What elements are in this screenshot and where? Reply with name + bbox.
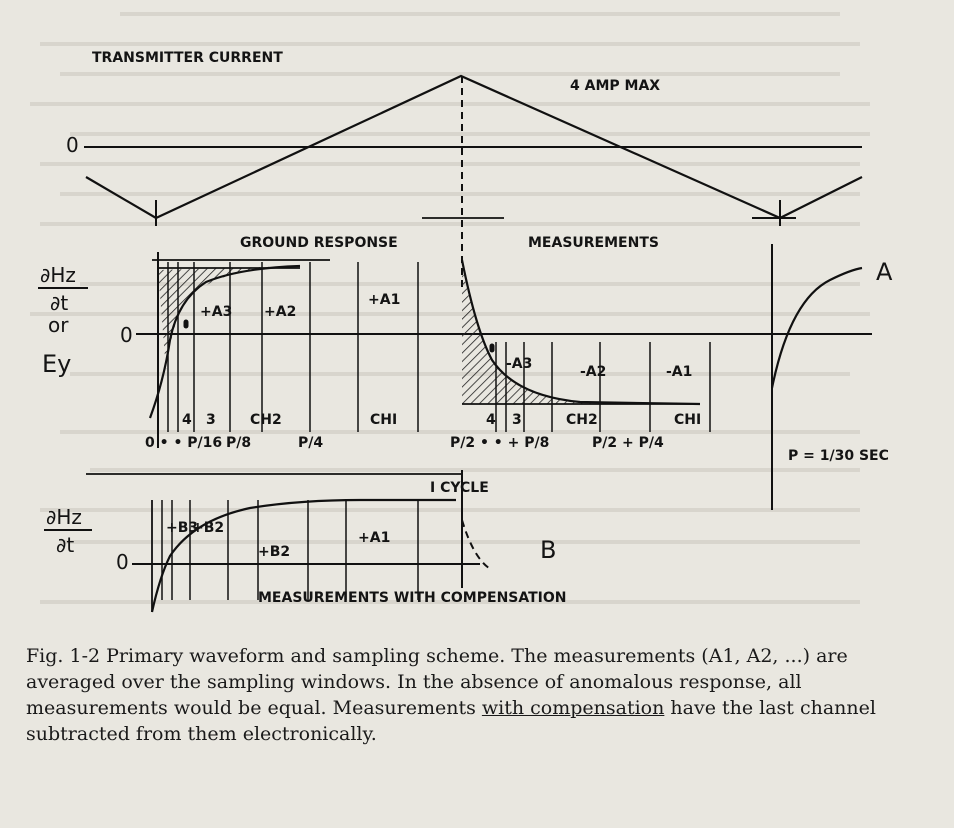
compensated-title: MEASUREMENTS WITH COMPENSATION <box>258 590 567 606</box>
response-zero-label: 0 <box>120 323 133 347</box>
area-label-b2-upper: +B2 <box>192 520 225 536</box>
compensated-label-b: B <box>540 536 557 564</box>
area-label-a2: +A2 <box>264 304 297 320</box>
area-label-minus-a3: -A3 <box>506 356 533 372</box>
transmitter-current-title: TRANSMITTER CURRENT <box>92 50 283 66</box>
time-label-p2-p8: P/2 • • + P/8 <box>450 435 550 451</box>
caption-tail: have the last channel subtracted from them electronically. <box>26 697 876 745</box>
measurement-window-label-3: 3 <box>512 412 522 428</box>
compensated-zero-label: 0 <box>116 550 129 574</box>
response-ylabel-top: ∂Hz <box>40 263 76 287</box>
time-label-p16: 0 • • P/16 <box>145 435 223 451</box>
compensated-ylabel-bottom: ∂t <box>56 533 75 557</box>
figure-caption <box>26 643 926 747</box>
area-label-minus-a2: -A2 <box>580 364 607 380</box>
time-label-p2-p4: P/2 + P/4 <box>592 435 664 451</box>
measurement-window-label-ch2: CH2 <box>566 412 598 428</box>
window-label-ch2: CH2 <box>250 412 282 428</box>
ground-response-title: GROUND RESPONSE <box>240 235 398 251</box>
window-label-chi: CHI <box>370 412 398 428</box>
area-label-a1-compensated: +A1 <box>358 530 391 546</box>
area-label-b2-lower: +B2 <box>258 544 291 560</box>
compensated-tail-dashed <box>462 520 492 570</box>
cycle-label: I CYCLE <box>430 480 489 496</box>
window-label-3: 3 <box>206 412 216 428</box>
transmitter-zero-label: 0 <box>66 133 79 157</box>
response-ylabel-ey: Ey <box>42 350 72 378</box>
area-label-minus-a1: -A1 <box>666 364 693 380</box>
measurements-hatched-area <box>462 268 626 404</box>
area-label-b3: +B3 <box>166 520 199 536</box>
response-ylabel-bottom: ∂t <box>50 291 69 315</box>
inset-a-label: A <box>876 258 893 286</box>
response-ylabel-or: or <box>48 313 69 337</box>
period-label: P = 1/30 SEC <box>788 448 889 464</box>
measurements-title: MEASUREMENTS <box>528 235 659 251</box>
time-label-p4: P/4 <box>298 435 324 451</box>
time-label-p8: P/8 <box>226 435 252 451</box>
compensated-ylabel-top: ∂Hz <box>46 505 82 529</box>
area-label-a3: +A3 <box>200 304 233 320</box>
measurement-window-label-4: 4 <box>486 412 496 428</box>
area-label-a1: +A1 <box>368 292 401 308</box>
measurement-window-label-chi: CHI <box>674 412 702 428</box>
window-label-4: 4 <box>182 412 192 428</box>
caption-emphasis: with compensation <box>481 697 665 719</box>
bleed-through-texture <box>30 12 870 604</box>
ground-response-panel <box>38 235 872 451</box>
transmitter-current-panel <box>66 50 862 292</box>
caption-lead: Fig. 1-2 Primary waveform and sampling scheme. The measurements (A1, A2, ...) are averaged over the sampling windows. In the absence of anomalous response, all measurements would be equal. Measurements <box>26 645 848 719</box>
transmitter-peak-label: 4 AMP MAX <box>570 78 661 94</box>
